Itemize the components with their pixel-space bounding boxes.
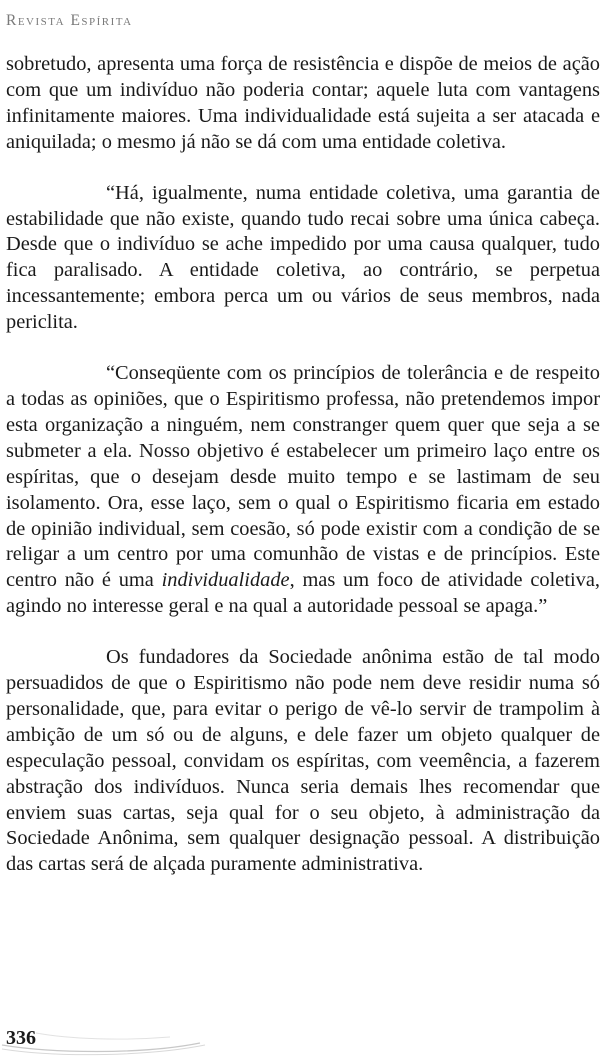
paragraph-continuation: sobretudo, apresenta uma força de resistência e dispõe de meios de ação com que um indivíduo não poderia contar; aquele luta com vantagens infinitamente maiores. Uma individualidade está sujeita a ser atacada e aniquilada; o mesmo já não se dá com uma entidade coletiva. (6, 53, 600, 153)
page-number: 336 (6, 1027, 36, 1049)
paragraph-quote-tolerance (6, 361, 600, 620)
paragraph-quote-stability: “Há, igualmente, numa entidade coletiva, uma garantia de estabilidade que não existe, quando tudo recai sobre uma única cabeça. Desde que o indivíduo se ache impedido por uma causa qualquer, tudo fica paralisado. A entidade coletiva, ao contrário, se perpetua incessantemente; embora perca um ou vários de seus membros, nada periclita. (6, 181, 600, 334)
paragraph-text-segment: , mas um foco de atividade coletiva, agindo no interesse geral e na qual a autoridade pessoal se apaga.” (6, 569, 600, 618)
italic-emphasis: individualidade (161, 569, 290, 592)
body-text (6, 52, 600, 878)
paragraph-text-segment: “Conseqüente com os princípios de tolerância e de respeito a todas as opiniões, que o Espiritismo professa, não pretendemos impor esta organização a ninguém, nem constranger quem quer que seja a se submeter a ela. Nosso objetivo é estabelecer um primeiro laço entre os espíritas, que o desejam desde muito tempo e se lastimam de seu isolamento. Ora, esse laço, sem o qual o Espiritismo ficaria em estado de opinião individual, sem coesão, só pode existir com a condição de se religar a um centro por uma comunhão de vistas e de princípios. Este centro não é uma (6, 362, 600, 592)
paragraph-founders: Os fundadores da Sociedade anônima estão de tal modo persuadidos de que o Espiritismo não pode nem deve residir numa só personalidade, que, para evitar o perigo de vê-lo servir de trampolim à ambição de um só ou de alguns, e dele fazer um objeto qualquer de especulação pessoal, convidam os espíritas, com veemência, a fazerem abstração dos indivíduos. Nunca seria demais lhes recomendar que enviem suas cartas, seja qual for o seu objeto, à administração da Sociedade Anônima, sem qualquer designação pessoal. A distribuição das cartas será de alçada puramente administrativa. (6, 646, 600, 876)
running-header: Revista Espírita (6, 12, 133, 29)
